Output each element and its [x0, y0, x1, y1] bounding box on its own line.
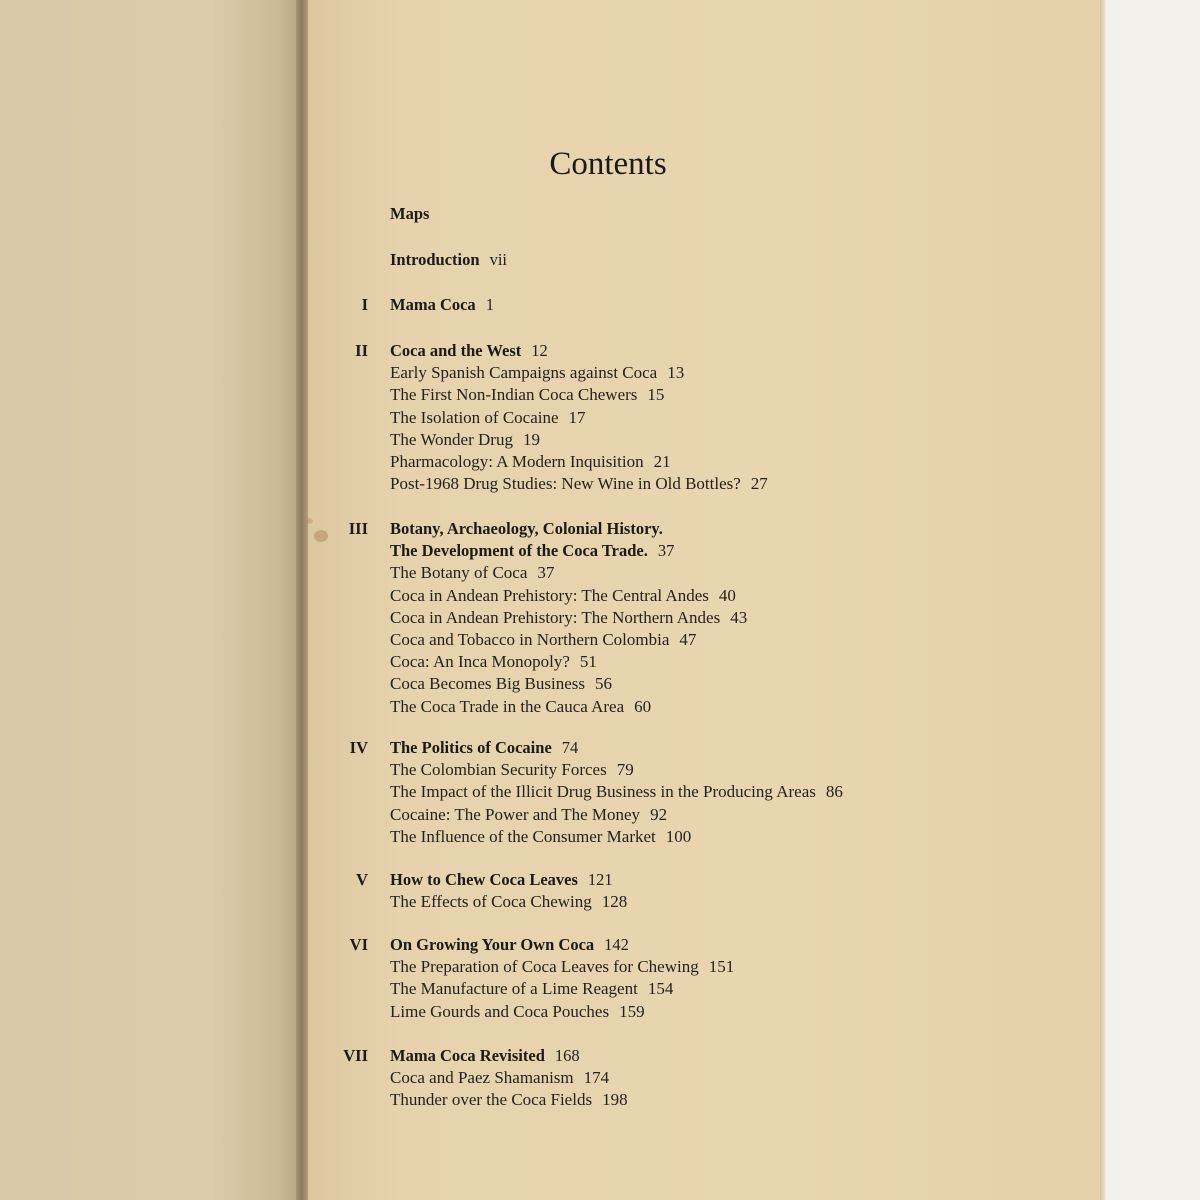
chapter-heading-page: 142: [604, 935, 629, 954]
section-entry: [390, 474, 768, 494]
front-matter-entry: [390, 204, 429, 224]
section-entry-page: 79: [616, 760, 634, 780]
section-entry-title: Lime Gourds and Coca Pouches: [390, 1001, 610, 1021]
front-matter-entry-page: vii: [489, 250, 507, 269]
chapter-heading-page: 1: [485, 295, 494, 314]
chapter-heading: [390, 341, 548, 361]
section-entry-title: The Preparation of Coca Leaves for Chewing: [390, 957, 699, 977]
section-entry-title: Cocaine: The Power and The Money: [390, 804, 641, 824]
toc-title: Contents: [549, 146, 667, 182]
chapter-heading-title: Coca and the West: [390, 341, 522, 360]
section-entry-title: Coca: An Inca Monopoly?: [390, 652, 570, 672]
section-entry-page: 92: [650, 804, 668, 824]
front-matter-entry: [390, 250, 507, 270]
chapter-heading-title: The Development of the Coca Trade.: [390, 541, 648, 561]
section-entry: [390, 1002, 645, 1022]
section-entry-page: 174: [583, 1068, 610, 1088]
section-entry: [390, 452, 671, 472]
section-entry: [390, 1090, 628, 1110]
section-entry: [390, 630, 696, 650]
chapter-number: II: [355, 341, 368, 360]
section-entry: [390, 408, 586, 428]
section-entry-title: The Wonder Drug: [390, 429, 513, 449]
section-entry-page: 198: [602, 1090, 628, 1110]
chapter-heading: [390, 935, 629, 955]
chapter-number: IV: [349, 738, 368, 757]
section-entry-page: 60: [634, 696, 652, 716]
section-entry-page: 15: [647, 385, 665, 405]
section-entry-page: 47: [679, 630, 697, 649]
section-entry: [390, 385, 664, 405]
section-entry: [390, 805, 667, 825]
section-entry-title: The Colombian Security Forces: [390, 760, 607, 780]
chapter-heading-page: 12: [531, 341, 548, 360]
section-entry-page: 13: [667, 363, 685, 383]
chapter-number: I: [361, 295, 368, 314]
section-entry: [390, 430, 540, 450]
chapter-heading-page: 37: [657, 541, 675, 561]
section-entry: [390, 586, 736, 606]
section-entry-page: 17: [568, 407, 586, 427]
section-entry-page: 159: [619, 1001, 645, 1021]
chapter-number: VI: [349, 935, 368, 954]
chapter-number: VII: [343, 1046, 368, 1065]
section-entry-title: Coca in Andean Prehistory: The Northern Andes: [390, 607, 721, 627]
front-matter-entry-title: Maps: [390, 204, 430, 223]
section-entry-page: 86: [825, 782, 843, 802]
chapter-heading-title: On Growing Your Own Coca: [390, 935, 595, 954]
section-entry-page: 37: [537, 563, 555, 583]
chapter-heading: [390, 870, 613, 890]
front-matter-entry-title: Introduction: [390, 250, 480, 269]
section-entry-title: Coca and Tobacco in Northern Colombia: [390, 630, 670, 649]
section-entry-title: Thunder over the Coca Fields: [390, 1090, 593, 1110]
section-entry-page: 151: [708, 957, 735, 977]
section-entry-title: Post-1968 Drug Studies: New Wine in Old Bottles?: [390, 474, 741, 494]
section-entry: [390, 652, 597, 672]
section-entry: [390, 957, 734, 977]
section-entry: [390, 827, 691, 847]
section-entry: [390, 563, 554, 583]
section-entry: [390, 1068, 609, 1088]
section-entry-title: The Influence of the Consumer Market: [390, 826, 656, 846]
section-entry: [390, 697, 651, 717]
section-entry-title: Coca Becomes Big Business: [390, 674, 586, 694]
section-entry-page: 100: [665, 826, 692, 846]
chapter-heading-title: How to Chew Coca Leaves: [390, 870, 578, 889]
section-entry-title: The Manufacture of a Lime Reagent: [390, 979, 638, 999]
section-entry-title: The Impact of the Illicit Drug Business in the Producing Areas: [390, 782, 816, 802]
chapter-heading-title: Mama Coca Revisited: [390, 1046, 545, 1065]
section-entry-title: The Effects of Coca Chewing: [390, 892, 592, 912]
section-entry-title: Early Spanish Campaigns against Coca: [390, 363, 658, 383]
section-entry-title: The First Non-Indian Coca Chewers: [390, 385, 638, 405]
section-entry: [390, 674, 612, 694]
section-entry-page: 21: [653, 452, 671, 471]
chapter-heading-title: The Politics of Cocaine: [390, 738, 552, 757]
section-entry-page: 43: [730, 607, 748, 627]
section-entry-title: Coca and Paez Shamanism: [390, 1068, 574, 1088]
chapter-heading: [390, 541, 674, 561]
section-entry-page: 19: [522, 429, 540, 449]
chapter-heading: [390, 519, 663, 539]
chapter-heading-page: 168: [554, 1046, 580, 1065]
chapter-heading: [390, 738, 578, 758]
section-entry: [390, 608, 747, 628]
section-entry-title: The Isolation of Cocaine: [390, 407, 559, 427]
section-entry-title: The Coca Trade in the Cauca Area: [390, 696, 625, 716]
section-entry: [390, 782, 843, 802]
section-entry-page: 56: [595, 674, 613, 694]
section-entry-page: 154: [647, 979, 674, 999]
chapter-heading-page: 74: [561, 738, 579, 757]
section-entry: [390, 892, 627, 912]
chapter-number: V: [356, 870, 368, 889]
section-entry: [390, 979, 673, 999]
section-entry: [390, 760, 634, 780]
chapter-heading: [390, 295, 494, 315]
section-entry-page: 40: [718, 585, 736, 605]
chapter-heading-page: 121: [587, 870, 613, 889]
chapter-number: III: [348, 519, 368, 538]
chapter-heading-title: Botany, Archaeology, Colonial History.: [390, 519, 663, 538]
section-entry-page: 51: [579, 652, 597, 672]
chapter-heading-title: Mama Coca: [390, 295, 476, 314]
section-entry-title: Coca in Andean Prehistory: The Central Andes: [390, 585, 709, 605]
section-entry-page: 128: [601, 892, 628, 912]
chapter-heading: [390, 1046, 580, 1066]
section-entry-title: Pharmacology: A Modern Inquisition: [390, 452, 644, 471]
section-entry-page: 27: [750, 474, 768, 494]
section-entry: [390, 363, 684, 383]
section-entry-title: The Botany of Coca: [390, 563, 528, 583]
